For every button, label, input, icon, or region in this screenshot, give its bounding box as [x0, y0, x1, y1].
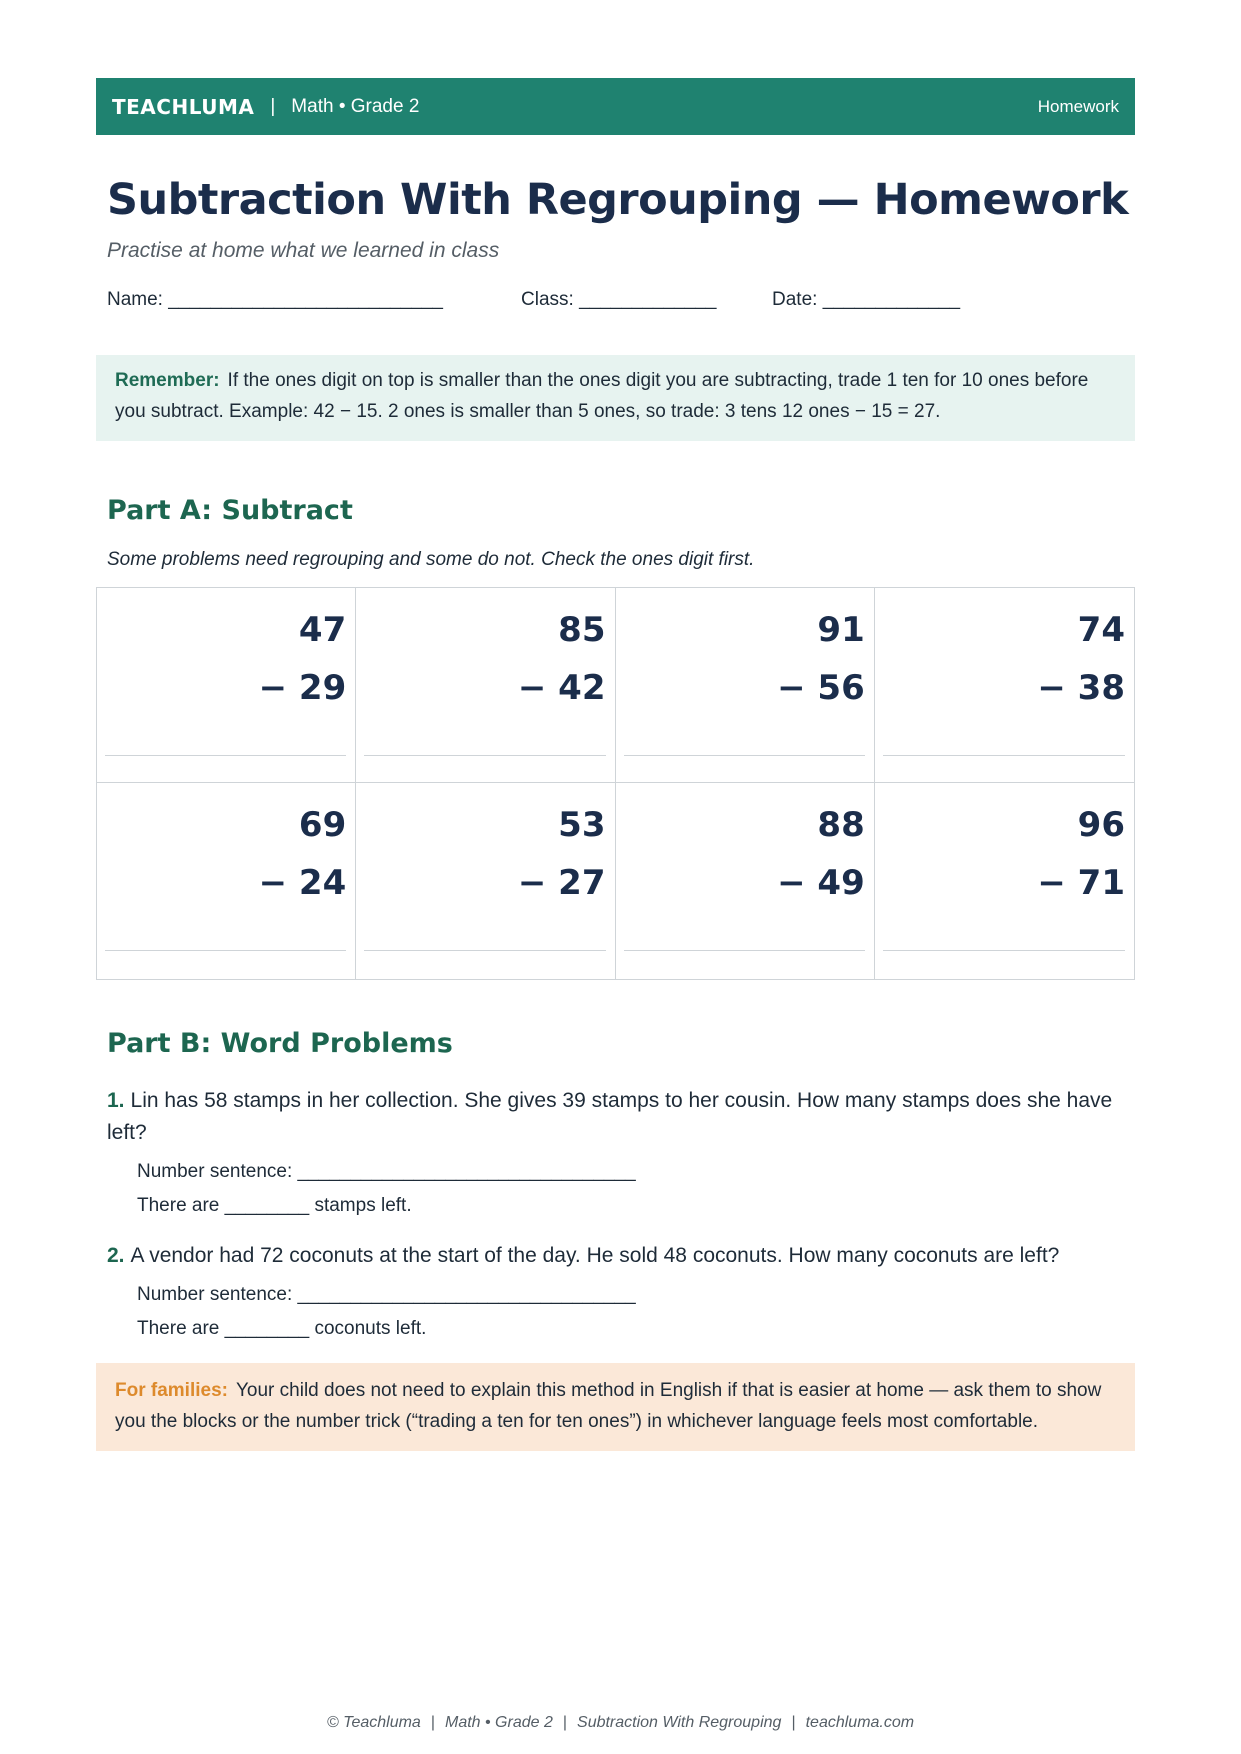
- families-note: [96, 1363, 1135, 1451]
- header-bar: [96, 78, 1135, 135]
- minuend: 91: [817, 610, 865, 650]
- problem-cell: [97, 588, 356, 783]
- subtrahend: − 56: [777, 668, 865, 708]
- name-field[interactable]: Name: __________________________: [107, 289, 443, 310]
- remember-box: [96, 355, 1135, 441]
- problem-number: 1.: [107, 1089, 125, 1112]
- answer-field[interactable]: There are ________ coconuts left.: [137, 1318, 427, 1339]
- header-tag: Homework: [1037, 96, 1119, 116]
- word-problem-1: [107, 1085, 1135, 1149]
- answer-line[interactable]: [883, 950, 1125, 951]
- header-left: [112, 95, 419, 119]
- page-title: Subtraction With Regrouping — Homework: [107, 175, 1129, 225]
- problem-text: A vendor had 72 coconuts at the start of the day. He sold 48 coconuts. How many coconuts are left?: [130, 1244, 1060, 1267]
- minuend: 53: [558, 805, 606, 845]
- minuend: 88: [817, 805, 865, 845]
- class-field[interactable]: Class: _____________: [521, 289, 717, 310]
- answer-line[interactable]: [624, 755, 865, 756]
- footer-copyright: © Teachluma: [326, 1714, 421, 1731]
- answer-line[interactable]: [883, 755, 1125, 756]
- problem-cell: [356, 783, 615, 979]
- footer-subject: Math • Grade 2: [444, 1714, 553, 1731]
- problem-cell: [97, 783, 356, 979]
- header-separator: |: [270, 95, 276, 117]
- subtrahend: − 29: [258, 668, 347, 708]
- minuend: 96: [1077, 805, 1125, 845]
- part-a-heading: Part A: Subtract: [107, 495, 353, 526]
- footer-separator: |: [562, 1714, 568, 1731]
- date-field[interactable]: Date: _____________: [772, 289, 961, 310]
- families-text: Your child does not need to explain this method in English if that is easier at home — ask them to show you the blocks or the number trick (“trading a ten for ten ones”) in whichever language feels most comfortable.: [115, 1380, 1102, 1432]
- subtrahend: − 49: [777, 863, 865, 903]
- subtrahend: − 24: [258, 863, 347, 903]
- remember-text: If the ones digit on top is smaller than the ones digit you are subtracting, trade 1 ten for 10 ones before you subtract. Example: 42 − 15. 2 ones is smaller than 5 ones, so trade: 3 tens 12 ones − 15 = 27.: [115, 370, 1089, 422]
- brand-logo: TEACHLUMA: [112, 94, 255, 119]
- part-a-instruction: Some problems need regrouping and some do not. Check the ones digit first.: [107, 549, 755, 570]
- footer-separator: |: [430, 1714, 435, 1731]
- problem-cell: [616, 588, 875, 783]
- answer-line[interactable]: [624, 950, 865, 951]
- page-footer: [0, 1714, 1241, 1732]
- problem-cell: [356, 588, 615, 783]
- problem-cell: [875, 588, 1134, 783]
- problem-cell: [616, 783, 875, 979]
- minuend: 69: [298, 805, 347, 845]
- remember-label: Remember:: [115, 370, 220, 391]
- footer-site[interactable]: teachluma.com: [805, 1714, 915, 1731]
- subtraction-grid: [96, 587, 1135, 980]
- answer-line[interactable]: [364, 950, 605, 951]
- header-subject: Math • Grade 2: [291, 95, 420, 117]
- problem-number: 2.: [107, 1244, 125, 1267]
- minuend: 47: [298, 610, 347, 650]
- minuend: 74: [1077, 610, 1125, 650]
- page-subtitle: Practise at home what we learned in class: [107, 239, 500, 262]
- answer-field[interactable]: There are ________ stamps left.: [137, 1195, 412, 1216]
- worksheet-page: [96, 78, 1135, 1451]
- subtrahend: − 27: [517, 863, 606, 903]
- problem-text: Lin has 58 stamps in her collection. She gives 39 stamps to her cousin. How many stamps does she have left?: [107, 1089, 1113, 1144]
- subtrahend: − 42: [517, 668, 606, 708]
- student-fields: [107, 289, 1135, 319]
- answer-line[interactable]: [105, 950, 346, 951]
- number-sentence-field[interactable]: Number sentence: ________________________________: [137, 1284, 636, 1305]
- minuend: 85: [558, 610, 606, 650]
- answer-line[interactable]: [105, 755, 346, 756]
- part-b-heading: Part B: Word Problems: [107, 1028, 453, 1059]
- problem-cell: [875, 783, 1134, 979]
- word-problem-2: [107, 1240, 1135, 1272]
- footer-separator: |: [791, 1714, 796, 1731]
- footer-topic: Subtraction With Regrouping: [577, 1714, 782, 1731]
- number-sentence-field[interactable]: Number sentence: ________________________________: [137, 1161, 636, 1182]
- subtrahend: − 71: [1037, 863, 1125, 903]
- answer-line[interactable]: [364, 755, 605, 756]
- families-label: For families:: [115, 1380, 228, 1401]
- subtrahend: − 38: [1037, 668, 1125, 708]
